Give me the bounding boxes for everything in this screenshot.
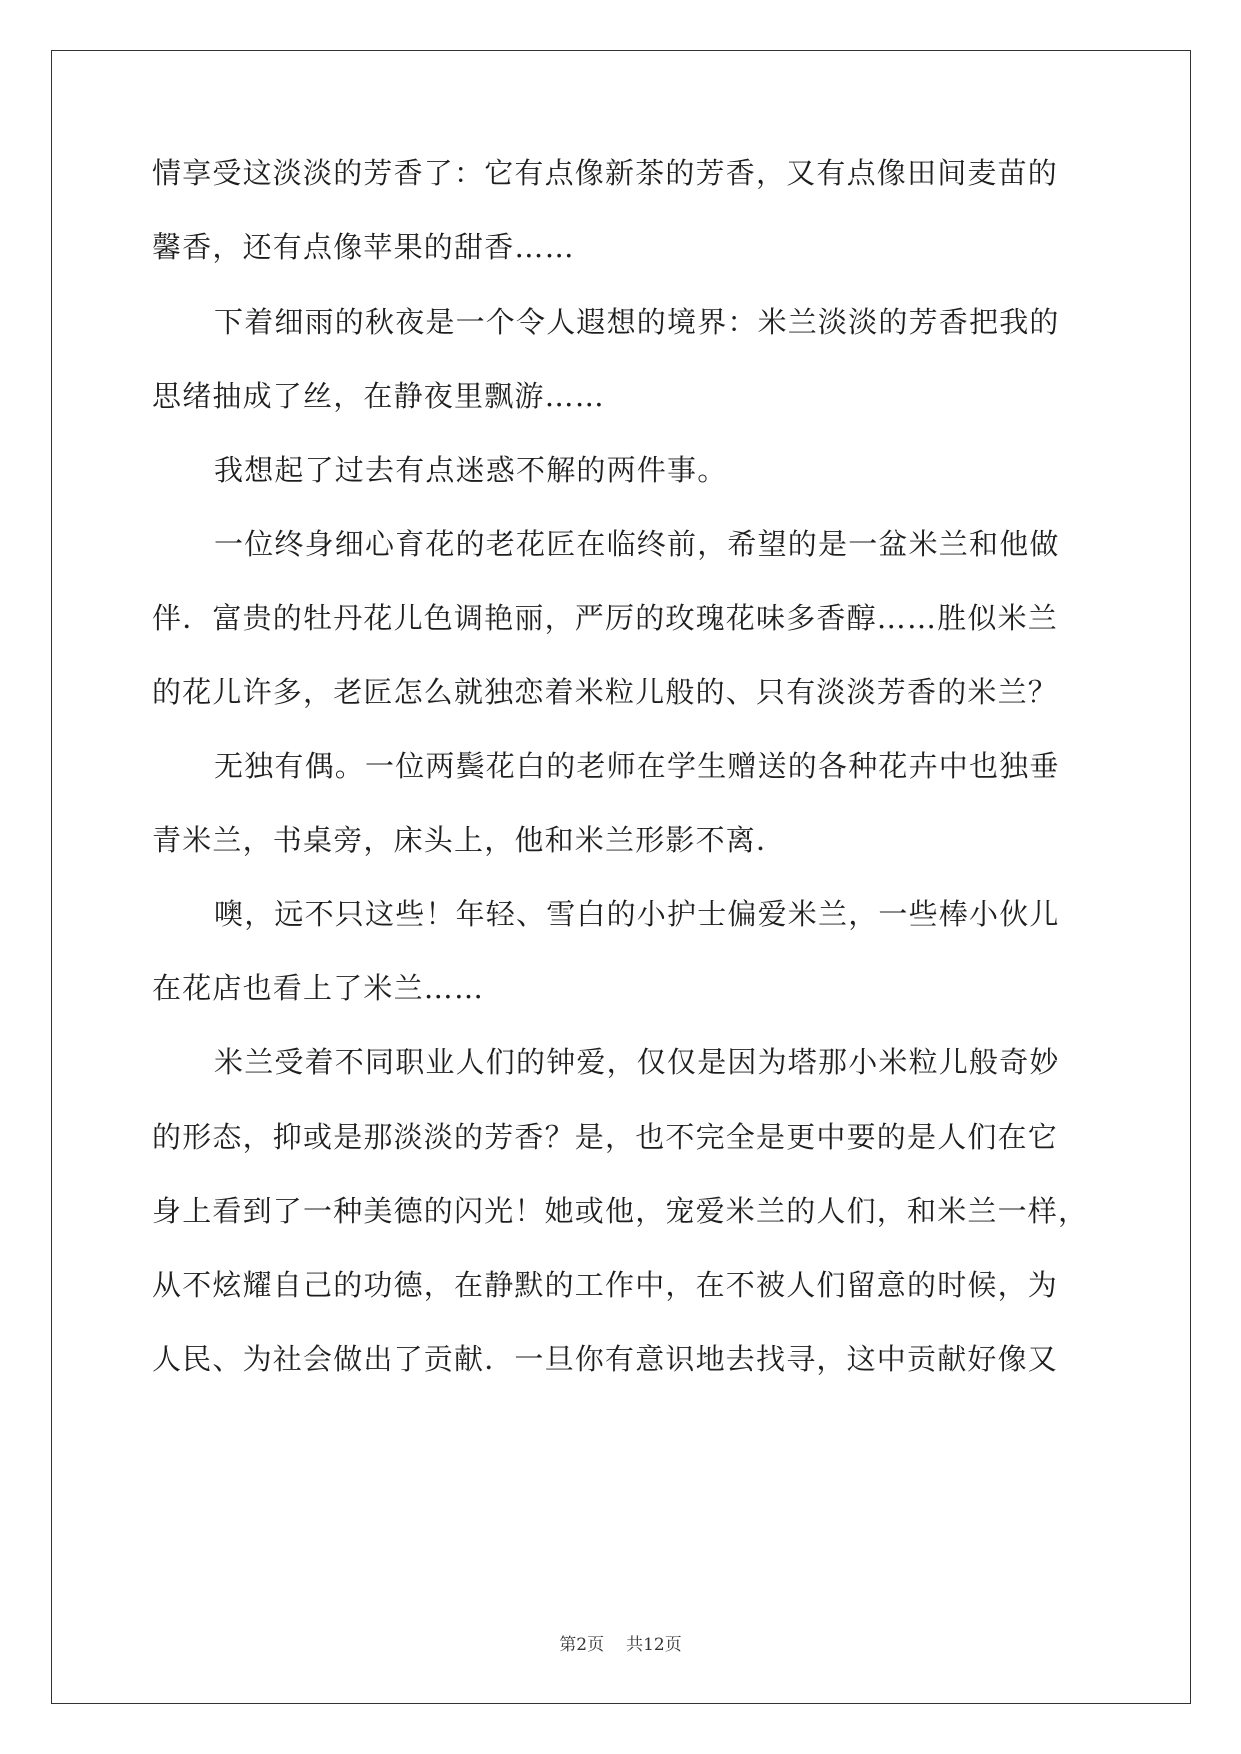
body-line: 馨香，还有点像苹果的甜香……: [152, 230, 575, 264]
body-line: 的花儿许多，老匠怎么就独恋着米粒儿般的、只有淡淡芳香的米兰？: [152, 675, 1059, 709]
page-frame: [51, 50, 1191, 1704]
body-line: 从不炫耀自己的功德，在静默的工作中，在不被人们留意的时候，为: [152, 1268, 1059, 1302]
paragraph-start-line: 无独有偶。一位两鬓花白的老师在学生赠送的各种花卉中也独垂: [214, 749, 1060, 783]
page-total: 共12页: [626, 1635, 682, 1655]
body-line: 人民、为社会做出了贡献．一旦你有意识地去找寻，这中贡献好像又: [152, 1342, 1059, 1376]
body-line: 身上看到了一种美德的闪光！她或他，宠爱米兰的人们，和米兰一样，: [152, 1194, 1089, 1228]
body-line: 在花店也看上了米兰……: [152, 971, 485, 1005]
body-line: 情享受这淡淡的芳香了：它有点像新茶的芳香，又有点像田间麦苗的: [152, 156, 1059, 190]
paragraph-start-line: 一位终身细心育花的老花匠在临终前，希望的是一盆米兰和他做: [214, 527, 1060, 561]
body-line: 伴．富贵的牡丹花儿色调艳丽，严厉的玫瑰花味多香醇……胜似米兰: [152, 601, 1059, 635]
page-number: 第2页: [559, 1635, 605, 1655]
body-line: 的形态，抑或是那淡淡的芳香？是，也不完全是更中要的是人们在它: [152, 1120, 1059, 1154]
paragraph-start-line: 下着细雨的秋夜是一个令人遐想的境界：米兰淡淡的芳香把我的: [214, 305, 1060, 339]
body-line: 青米兰，书桌旁，床头上，他和米兰形影不离．: [152, 823, 787, 857]
page-footer: [0, 1630, 1241, 1655]
paragraph-start-line: 我想起了过去有点迷惑不解的两件事。: [214, 453, 728, 487]
paragraph-start-line: 噢，远不只这些！年轻、雪白的小护士偏爱米兰，一些棒小伙儿: [214, 897, 1060, 931]
paragraph-start-line: 米兰受着不同职业人们的钟爱，仅仅是因为塔那小米粒儿般奇妙: [214, 1045, 1060, 1079]
body-line: 思绪抽成了丝，在静夜里飘游……: [152, 379, 606, 413]
